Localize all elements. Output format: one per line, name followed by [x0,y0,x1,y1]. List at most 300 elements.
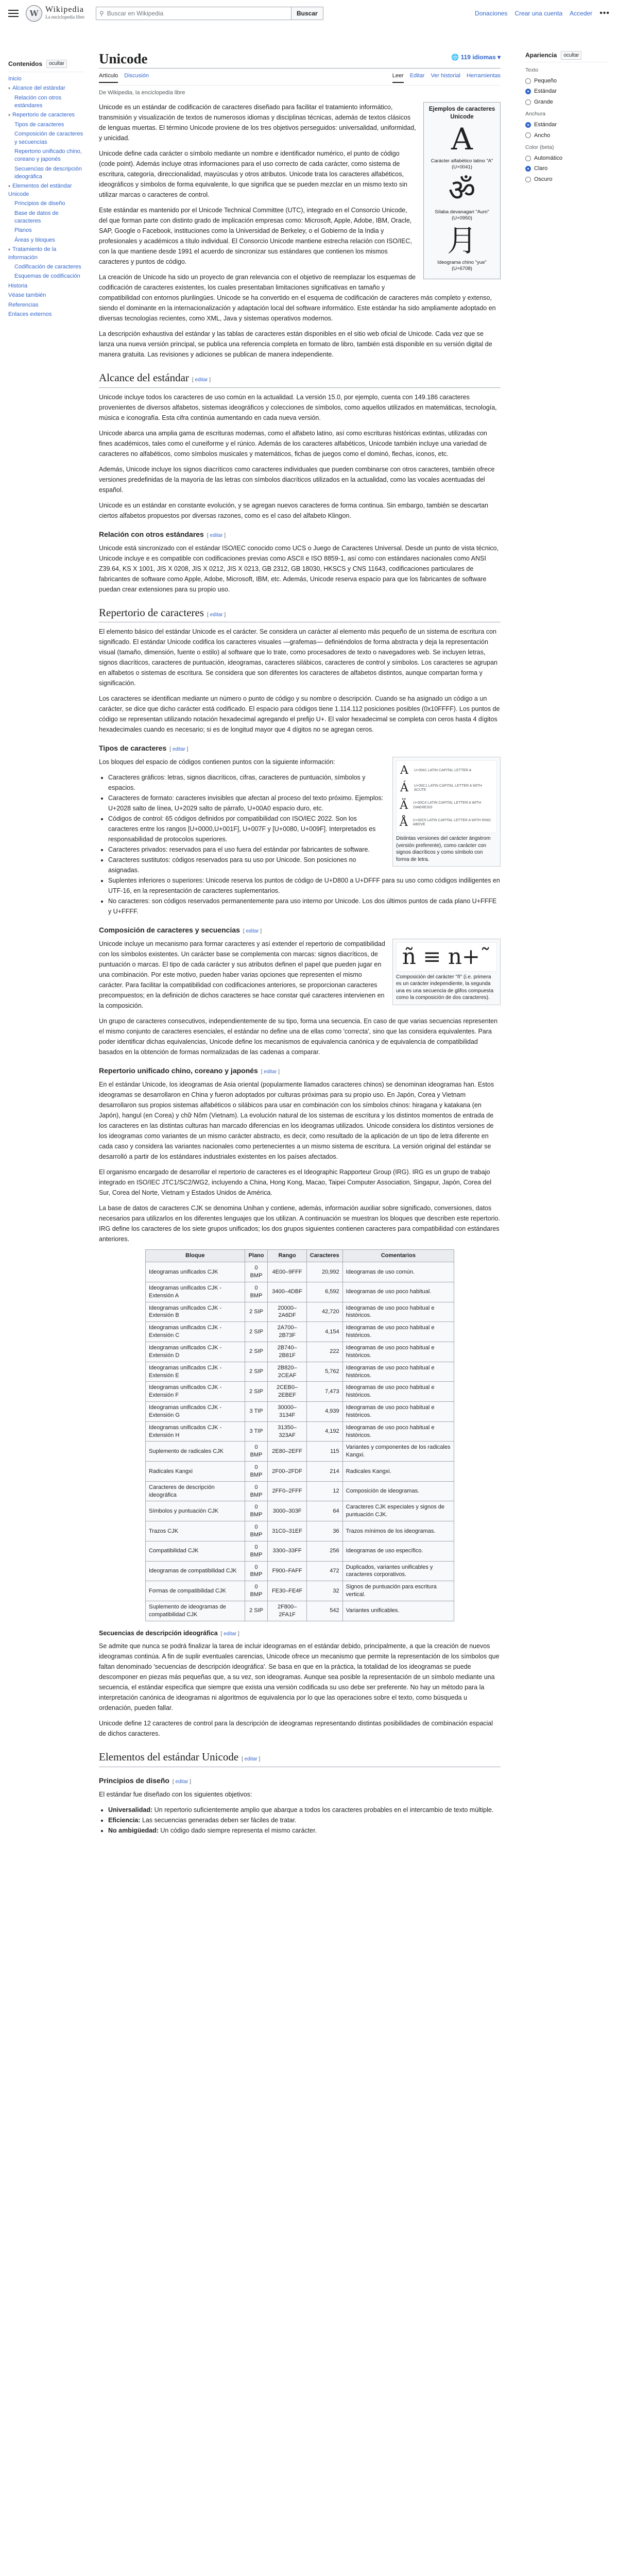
more-menu-icon[interactable]: ••• [599,9,610,18]
table-cell: 4,939 [306,1402,342,1422]
table-cell: 0 BMP [245,1521,268,1541]
toc-item[interactable] [8,210,84,226]
table-cell: 0 BMP [245,1282,268,1302]
edit-label: editar [195,377,208,383]
table-header: Comentarios [342,1250,454,1262]
paragraph: El estándar fue diseñado con los siguientes objetivos: [99,1790,252,1798]
list-item-term: Eficiencia: [108,1816,141,1824]
table-cell: FE30–FE4F [268,1581,306,1601]
figure-glyph: Ä [400,799,408,812]
wordmark: Wikipedia [45,5,84,14]
toc-item-label: Composición de caracteres y secuencias [14,131,83,145]
table-row [146,1302,454,1322]
table-row [146,1501,454,1521]
appearance-option-label: Estándar [534,122,557,128]
list-item: • No caracteres: son códigos reservados permanentemente para uso interno por Unicode. Los dos últimos puntos de cada plano U+FFFE y U+FFFF. [108,896,501,917]
table-row [146,1462,454,1482]
table-cell: 2 SIP [245,1302,268,1322]
page-tabs [99,72,501,86]
table-cell: 6,592 [306,1282,342,1302]
section-heading-relacion [99,529,501,540]
list-item-term: Universalidad: [108,1806,153,1814]
paragraph: Unicode es un estándar de codificación de caracteres diseñado para facilitar el tratamiento informático, transmisión y visualización de textos de numerosos idiomas y disciplinas técnicas, además de textos clásicos de lenguas muertas. El término Unicode proviene de los tres objetivos perseguidos: universalidad, uniformidad, y unicidad. [99,104,416,142]
table-cell: 12 [306,1481,342,1501]
toc-item-label: Áreas y bloques [14,236,55,243]
table-cell: Suplemento de radicales CJK [146,1442,245,1462]
table-cell: Caracteres CJK especiales y signos de puntuación CJK. [342,1501,454,1521]
list-item [108,1805,501,1815]
site-header [0,0,618,27]
table-cell: Ideogramas unificados CJK - Extensión C [146,1322,245,1342]
table-of-contents [8,60,84,320]
edit-section-link[interactable]: [ editar ] [220,1631,239,1637]
figure-label: U+00C4 LATIN CAPITAL LETTER A WITH DIAERESIS [413,801,482,809]
table-row [146,1262,454,1282]
table-cell: 214 [306,1462,342,1482]
toc-item-label: Codificación de caracteres [14,264,81,270]
edit-section-link[interactable]: [ editar ] [243,928,262,935]
table-row [146,1581,454,1601]
search-button[interactable]: Buscar [291,7,323,20]
search-input[interactable] [96,7,291,20]
paragraph: La creación de Unicode ha sido un proyecto de gran relevancia con el objetivo de reemplazar los esquemas de codificación de caracteres existentes, los cuales presentaban limitaciones significativas en tamaño y compatibilidad con entornos plurilingües. Unicode se ha convertido en el esquema de codificación de caracteres más completo y extenso, siendo el dominante en la internacionalización y adaptación local del software informático. Este estándar ha sido ampliamente adoptado en diversas tecnologías recientes, como XML, Java y sistemas operativos modernos. [99,274,496,323]
table-cell: Ideogramas unificados CJK - Extensión B [146,1302,245,1322]
figure-label: U+00C5 LATIN CAPITAL LETTER A WITH RING ABOVE [413,818,491,827]
table-cell: Signos de puntuación para escritura vertical. [342,1581,454,1601]
table-row [146,1601,454,1621]
infobox-heading: Ejemplos de caracteres Unicode [428,106,495,121]
appearance-option-label: Grande [534,98,553,105]
login-link[interactable]: Acceder [570,10,593,17]
heading-text: Relación con otros estándares [99,530,204,538]
table-row [146,1521,454,1541]
table-row [146,1421,454,1442]
paragraph: El elemento básico del estándar Unicode es el carácter. Se considera un carácter al elemento más pequeño de un sistema de escritura con significado. El estándar Unicode codifica los caracteres visuales —grafemas— definiéndolos de forma abstracta y deja la representación visual (tamaño, dimensión, fuente o estilo) al software que lo trate, como procesadores de texto o navegadores web. Se incluyen letras, signos diacríticos, caracteres de puntuación, ideogramas, caracteres silábicos, caracteres de control y símbolos. Los caracteres se agrupan en alfabetos o sistemas de escritura. Se considera que son diferentes los caracteres de alfabetos distintos, aunque compartan forma y significación. [99,628,497,687]
list-item-text: Las secuencias generadas deben ser fáciles de tratar. [142,1816,297,1824]
toc-item-label: Enlaces externos [8,311,52,317]
paragraph: Unicode es un estándar en constante evolución, y se agregan nuevos caracteres de forma continua. Sin embargo, también se descartan ciertos alfabetos propuestos por diversas razones, como es el caso del alfabeto Klingon. [99,501,489,519]
table-cell: 2CEB0–2EBEF [268,1382,306,1402]
paragraph: Este estándar es mantenido por el Unicode Technical Committee (UTC), integrado en el Consorcio Unicode, del que forman parte con distinto grado de implicación empresas como: Microsoft, Apple, Adobe, IBM, Oracle, SAP, Google o Facebook, instituciones como la Universidad de Berkeley, o el Gobierno de la India y profesionales y académicos a título individual. El Consorcio Unicode mantiene estrecha relación con ISO/IEC, con la que mantiene desde 1991 el acuerdo de sincronizar sus estándares que contienen los mismos caracteres y puntos de código. [99,207,412,266]
create-account-link[interactable]: Crear una cuenta [514,10,563,17]
table-cell: Ideogramas de uso poco habitual e históricos. [342,1421,454,1442]
toc-item[interactable] [8,282,84,290]
table-cell: Formas de compatibilidad CJK [146,1581,245,1601]
radio-button[interactable] [525,166,531,172]
figure-image: ñ ≡ n+˜ [396,942,497,972]
toc-item[interactable] [8,84,84,92]
table-cell: 0 BMP [245,1561,268,1581]
radio-button[interactable] [525,156,531,161]
list-item-term: No ambigüedad: [108,1826,159,1834]
table-row [146,1442,454,1462]
table-cell: Ideogramas unificados CJK - Extensión E [146,1362,245,1382]
table-cell: 2 SIP [245,1382,268,1402]
edit-section-link[interactable]: [ editar ] [207,532,226,538]
toc-item-label: Tratamiento de la información [8,246,57,261]
toc-item[interactable] [8,227,84,234]
table-cell: Ideogramas unificados CJK - Extensión D [146,1342,245,1362]
tab-1[interactable]: Discusión [124,73,149,79]
table-header: Rango [268,1250,306,1262]
toc-item[interactable] [8,246,84,262]
appearance-group-label: Texto [525,67,539,73]
figure-image [396,760,497,833]
toc-item[interactable] [8,182,84,198]
toc-item-label: Secuencias de descripción ideográfica [14,165,82,180]
tab-0[interactable]: Artículo [99,72,118,83]
edit-label: editar [246,928,259,935]
table-cell: Ideogramas de uso común. [342,1262,454,1282]
edit-label: editar [172,747,185,753]
paragraph: Unicode define cada carácter o símbolo mediante un nombre e identificador numérico, el punto de código (code point). Además incluye otras informaciones para el uso correcto de cada carácter, como sistema de escritura, categoría, direccionalidad, mayúsculas y otros atributos. Unicode trata los caracteres alfabéticos, ideográficos y símbolos de forma equivalente, lo que significa que se pueden mezclar en un mismo texto sin utilizar marcas o caracteres de control. [99,150,407,199]
appearance-group-label: Anchura [525,111,546,117]
appearance-option[interactable] [525,154,608,163]
paragraph: Unicode define 12 caracteres de control para la descripción de ideogramas representando distintas posibilidades de combinación espacial de dichos caracteres. [99,1720,493,1738]
table-cell: 3300–33FF [268,1541,306,1561]
radio-button[interactable] [525,99,531,105]
toc-item[interactable] [8,301,84,309]
radio-button[interactable] [525,78,531,84]
edit-section-link[interactable]: [ editar ] [169,747,188,753]
table-row [146,1382,454,1402]
section-heading-composicion [99,925,501,936]
toc-item-label: Repertorio de caracteres [12,112,75,118]
logo-letter: W [29,9,39,18]
table-cell: 2B820–2CEAF [268,1362,306,1382]
toc-item[interactable] [8,130,84,146]
search-icon: ⚲ [99,10,104,17]
toc-item[interactable] [8,273,84,280]
figure-label: U+0041 LATIN CAPITAL LETTER A [414,769,472,773]
toc-toggle-icon[interactable]: ▾ [8,86,11,91]
table-cell: 0 BMP [245,1581,268,1601]
toc-title: Contenidos [8,60,42,67]
appearance-option[interactable] [525,131,608,140]
toc-item-label: Base de datos de caracteres [14,210,59,225]
table-cell: Ideogramas de uso poco habitual e históricos. [342,1342,454,1362]
table-cell: Ideogramas unificados CJK [146,1262,245,1282]
table-cell: 256 [306,1541,342,1561]
table-cell: Radicales Kangxi [146,1462,245,1482]
infobox-caption: Carácter alfabético latino "A" (U+0041) [431,158,493,171]
toc-item[interactable] [8,148,84,164]
table-cell: 20000–2A6DF [268,1302,306,1322]
view-tab-2[interactable]: Ver historial [431,73,460,79]
table-cell: 4,192 [306,1421,342,1442]
toc-item[interactable] [8,94,84,110]
table-cell: Ideogramas de uso específico. [342,1541,454,1561]
language-button[interactable]: 🌐 119 idiomas ▾ [451,54,501,61]
table-cell: Variantes unificables. [342,1601,454,1621]
figure-glyph: Á [400,782,408,795]
paragraph: Un grupo de caracteres consecutivos, independientemente de su tipo, forma una secuencia. En caso de que varias secuencias representen el mismo conjunto de caracteres esenciales, el estándar no define una de ellas como 'correcta', sino que las considera equivalentes. Para poder identificar dichas equivalencias, Unicode define los mecanismos de equivalencia canónica y de equivalencia de compatibilidad basados en la obtención de formas normalizadas de las cadenas a comparar. [99,1018,498,1056]
table-cell: 2A700–2B73F [268,1322,306,1342]
table-cell: Caracteres de descripción ideográfica [146,1481,245,1501]
figure-glyph: Å [399,816,408,829]
toc-item[interactable] [8,111,84,119]
table-cell: 64 [306,1501,342,1521]
table-cell: 2E80–2EFF [268,1442,306,1462]
table-cell: 0 BMP [245,1481,268,1501]
radio-button[interactable] [525,122,531,128]
globe-icon [26,5,42,22]
list-item-text: Un código dado siempre representa el mismo carácter. [160,1826,317,1834]
appearance-option-label: Ancho [534,132,551,139]
appearance-option-label: Oscuro [534,176,553,182]
table-cell: Ideogramas de uso poco habitual e históricos. [342,1382,454,1402]
table-row [146,1561,454,1581]
table-row [146,1342,454,1362]
table-cell: 36 [306,1521,342,1541]
table-cell: 20,992 [306,1262,342,1282]
view-tab-3[interactable]: Herramientas [466,73,501,79]
table-cell: 5,762 [306,1362,342,1382]
table-cell: Ideogramas de uso poco habitual e históricos. [342,1402,454,1422]
radio-button[interactable] [525,89,531,94]
paragraph: Unicode incluye un mecanismo para formar caracteres y así extender el repertorio de compatibilidad con los símbolos existentes. Un carácter base se complementa con marcas: signos diacríticos, de puntuación o marcas. El tipo de cada carácter y sus atributos definen el papel que pueden jugar en una combinación. Por este motivo, pueden haber varias opciones que representen el mismo carácter. Para facilitar la compatibilidad con codificaciones anteriores, se proporcionan caracteres precompuestos; en la definición de dichos caracteres se hace constar qué caracteres intervienen en la composición. [99,940,385,1010]
language-count: 119 idiomas [460,54,496,61]
paragraph: Unicode está sincronizado con el estándar ISO/IEC conocido como UCS o Juego de Caracteres Universal. Desde un punto de vista técnico, Unicode incluye e es compatible con codificaciones previas como ASCII e ISO 8859-1, así como con estándares nacionales como ANSI Z39.64, KS X 1001, JIS X 0208, JIS X 0212, JIS X 0213, GB 2312, GB 18030, HKSCS y CNS 11643, codificaciones particulares de fabricantes de software como Apple, Adobe, Microsoft, IBM, etc. Además, Unicode reserva espacio para que los fabricantes de software puedan crear extensiones para su propio uso. [99,544,499,593]
table-row [146,1402,454,1422]
table-cell: 4,154 [306,1322,342,1342]
paragraph: Además, Unicode incluye los signos diacríticos como caracteres individuales que pueden combinarse con otros caracteres, también ofrece versiones predefinidas de la mayoría de las letras con símbolos diacríticos utilizados en la actualidad, como las vocales acentuadas del español. [99,465,495,494]
article [99,50,501,1841]
table-cell: 2F00–2FDF [268,1462,306,1482]
toc-item-label: Elementos del estándar Unicode [8,183,72,197]
table-row [146,1362,454,1382]
toc-item-label: Inicio [8,75,22,82]
appearance-option[interactable] [525,175,608,184]
section-heading-elementos [99,1749,501,1767]
figure-caption: Distintas versiones del carácter ángstrom (versión preferente), como carácter con signos diacríticos y como símbolo con forma de letra. [396,836,491,862]
table-cell: 472 [306,1561,342,1581]
paragraph: Unicode abarca una amplia gama de escrituras modernas, como el alfabeto latino, así como escrituras históricas extintas, utilizadas con fines académicos, tales como el cuneiforme y el rúnico. Además de los caracteres alfabéticos, Unicode también incluye una variedad de caracteres no alfabéticos, como símbolos musicales y matemáticos, fichas de juegos como el dominó, flechas, iconos, etc. [99,429,487,457]
toc-hide-button[interactable]: ocultar [46,60,67,68]
table-row [146,1282,454,1302]
cjk-blocks-table [145,1249,454,1621]
table-row [146,1481,454,1501]
table-cell: Ideogramas unificados CJK - Extensión A [146,1282,245,1302]
edit-section-link[interactable]: [ editar ] [172,1778,192,1785]
table-cell: 2 SIP [245,1362,268,1382]
toc-toggle-icon[interactable]: ▾ [8,113,11,118]
appearance-option[interactable] [525,164,608,173]
table-cell: Ideogramas de uso poco habitual e históricos. [342,1302,454,1322]
edit-label: editar [210,532,223,538]
toc-item-label: Relación con otros estándares [14,94,62,109]
toc-item[interactable] [8,292,84,299]
table-cell: 32 [306,1581,342,1601]
appearance-option-label: Pequeño [534,77,557,84]
radio-button[interactable] [525,132,531,138]
edit-section-link[interactable]: [ editar ] [207,612,226,618]
table-cell: 31350–323AF [268,1421,306,1442]
paragraph: Los bloques del espacio de códigos contienen puntos con la siguiente información: [99,758,335,766]
table-cell: 3 TIP [245,1421,268,1442]
heading-text: Composición de caracteres y secuencias [99,926,240,935]
table-cell: 3 TIP [245,1402,268,1422]
toc-item[interactable] [8,200,84,208]
table-cell: Duplicados, variantes unificables y caracteres corporativos. [342,1561,454,1581]
toc-item-label: Historia [8,282,28,289]
table-cell: 7,473 [306,1382,342,1402]
table-cell: Ideogramas de uso poco habitual e históricos. [342,1322,454,1342]
search-form [96,7,323,20]
paragraph: En el estándar Unicode, los ideogramas de Asia oriental (popularmente llamados caracteres chinos) se denominan ideogramas han. Estos ideogramas se desarrollaron en China y fueron adoptados por culturas próximas para su propio uso. En Japón, Corea y Vietnam desarrollaron sus propios sistemas alfabéticos o silábicos para usar en combinación con los símbolos chinos: hiragana y katakana (en Japón), hangul (en Corea) y chữ Nôm (Vietnam). La evolución natural de los sistemas de escritura y los distintos momentos de entrada de los caracteres en las distintas culturas han marcado diferencias en los ideogramas utilizados. Unicode considera los distintos versiones de los ideogramas como variantes de un mismo carácter abstracto, es decir, como resultado de la aplicación de un tipo de letra diferente en cada caso y considera las variantes nacionales como pertenecientes a un mismo sistema de escritura. La versión original del estándar se desarrolló a partir de los estándares industriales existentes en los países afectados. [99,1081,494,1161]
appearance-group-label: Color (beta) [525,144,554,150]
table-cell: 30000–3134F [268,1402,306,1422]
toc-item[interactable] [8,121,84,129]
section-heading-alcance [99,370,501,388]
figure-row [399,763,494,778]
toc-item[interactable] [8,75,84,83]
appearance-option[interactable] [525,87,608,96]
appearance-option[interactable] [525,121,608,129]
infobox-caption: Sílaba devanagari "Aum" (U+0950) [435,209,489,221]
heading-text: Tipos de caracteres [99,744,167,753]
table-cell: 2 SIP [245,1342,268,1362]
main-menu-icon[interactable] [8,10,19,17]
table-cell: Ideogramas unificados CJK - Extensión H [146,1421,245,1442]
table-cell: Trazos CJK [146,1521,245,1541]
table-row [146,1541,454,1561]
table-cell: Composición de ideogramas. [342,1481,454,1501]
appearance-option-label: Estándar [534,88,557,95]
table-cell: Ideogramas de uso poco habitual. [342,1282,454,1302]
toc-item-label: Esquemas de codificación [14,273,80,280]
paragraph: Los caracteres se identifican mediante un número o punto de código y su nombre o descripción. Cuando se ha asignado un código a un carácter, se dice que dicho carácter está codificado. El espacio para códigos tiene 1.114.112 posiciones posibles (0x10FFFF). Los puntos de código se representan utilizando notación hexadecimal agregando el prefijo U+. El valor hexadecimal se completa con ceros hasta 4 dígitos hexadecimales cuando es necesario; si es de longitud mayor que 4 dígitos no se agregan ceros. [99,695,500,734]
infobox-glyph: 月 [447,223,477,259]
figure-label: U+00C1 LATIN CAPITAL LETTER A WITH ACUTE [414,784,482,792]
table-cell: 2FF0–2FFF [268,1481,306,1501]
wikipedia-logo[interactable] [26,5,84,22]
table-cell: 222 [306,1342,342,1362]
figure-glyph: A [400,764,408,777]
figure-row [399,798,494,814]
heading-text: Repertorio de caracteres [99,606,204,619]
section-heading-principios [99,1775,501,1786]
figure-caption: Composición del carácter "ñ" (i.e. primera es un carácter independiente, la segunda una es una secuencia de glifos compuesta como la composición de dos caracteres). [396,974,494,1001]
paragraph: La base de datos de caracteres CJK se denomina Unihan y contiene, además, información auxiliar sobre significado, conversiones, datos necesarios para utilizarlos en los diferentes lenguajes que los utilizan. A continuación se muestran los bloques que describen este repertorio. IRG define los caracteres de los siete grupos unificados; los dos grupos siguientes contienen caracteres para compatibilidad con estándares anteriores. [99,1205,500,1243]
list-item: • Caracteres de formato: caracteres invisibles que afectan al proceso del texto próximo. Ejemplos: U+2028 salto de línea, U+2029 salto de párrafo, U+00A0 espacio duro, etc. [108,793,501,814]
composition-figure [392,939,501,1005]
page-title-text: Unicode [99,51,148,66]
list-item: • Caracteres sustitutos: códigos reservados para su uso por Unicode. Son posiciones no asignadas. [108,855,501,875]
donate-link[interactable]: Donaciones [475,10,508,17]
toc-toggle-icon[interactable]: ▾ [8,184,11,189]
edit-label: editar [244,1756,258,1762]
angstrom-figure [392,757,501,867]
table-cell: 3000–303F [268,1501,306,1521]
table-cell: 2B740–2B81F [268,1342,306,1362]
view-tab-1[interactable]: Editar [409,73,425,79]
infobox-glyph: A [451,122,473,157]
table-cell: 2 SIP [245,1322,268,1342]
edit-label: editar [224,1631,237,1637]
section-heading-repertorio [99,605,501,623]
toc-item[interactable] [8,263,84,271]
table-header: Caracteres [306,1250,342,1262]
appearance-option-label: Claro [534,165,548,172]
infobox-caption: Ideograma chino "yue" (U+6708) [437,260,487,272]
table-cell: 0 BMP [245,1501,268,1521]
section-heading-cjk [99,1065,501,1076]
heading-text: Elementos del estándar Unicode [99,1751,239,1764]
paragraph: El organismo encargado de desarrollar el repertorio de caracteres es el Ideographic Rapporteur Group (IRG). IRG es un grupo de trabajo integrado en ISO/IEC JTC1/SC2/WG2, incluyendo a China, Hong Kong, Macao, Taipei Computer Association, Singapur, Japón, Corea del Sur, Corea del Norte, Vietnam y Estados Unidos de América. [99,1168,491,1197]
toc-item-label: Referencias [8,301,39,308]
table-cell: Variantes y componentes de los radicales Kangxi. [342,1442,454,1462]
list-item [108,1825,501,1836]
infobox-glyph: ॐ [448,172,476,208]
heading-text: Alcance del estándar [99,371,189,384]
table-cell: 2 SIP [245,1601,268,1621]
table-cell: 42,720 [306,1302,342,1322]
list-item: • Códigos de control: 65 códigos definidos por compatibilidad con ISO/IEC 2022. Son los caracteres entre los rangos [U+0000,U+001F], U+007F y [U+0080, U+009F]. Interpretados es responsabilidad de protocolos superiores. [108,814,501,844]
paragraph: Se admite que nunca se podrá finalizar la tarea de incluir ideogramas en el estándar debido, principalmente, a que la creación de nuevos ideogramas continúa. A fin de suplir eventuales carencias, Unicode ofrece un mecanismo que permite la representación de los símbolos que faltan denominado 'secuencias de descripción ideográfica'. Se basa en que en la práctica, la totalidad de los ideogramas se puede descomponer en piezas más pequeñas que, a su vez, son ideogramas. Aunque sea posible la representación de un símbolo mediante una secuencia, el estándar especifica que siempre que exista una versión codificada su uso debe ser preferente. No hay un método para la interpretación canónica de ideogramas ni algoritmos de equivalencia por lo que las operaciones sobre el texto, como búsqueda u ordenación, pueden fallar. [99,1642,500,1712]
toc-item[interactable] [8,165,84,181]
table-cell: Trazos mínimos de los ideogramas. [342,1521,454,1541]
appearance-title: Apariencia [525,52,557,59]
table-cell: 4E00–9FFF [268,1262,306,1282]
table-cell: 0 BMP [245,1462,268,1482]
edit-section-link[interactable]: [ editar ] [242,1756,261,1762]
toc-item[interactable] [8,311,84,318]
heading-text: Principios de diseño [99,1776,169,1785]
table-cell: 3400–4DBF [268,1282,306,1302]
list-item: • Caracteres gráficos: letras, signos diacríticos, cifras, caracteres de puntuación, símbolos y espacios. [108,772,501,793]
paragraph: Unicode incluye todos los caracteres de uso común en la actualidad. La versión 15.0, por ejemplo, cuenta con 149.186 caracteres provenientes de diversos alfabetos, sistemas ideográficos y colecciones de símbolos, como aquellos utilizados en matemáticas, tecnología, música e iconografía. Esta cifra continúa aumentando en cada nueva versión. [99,393,497,421]
table-cell: F900–FAFF [268,1561,306,1581]
toc-item-label: Principios de diseño [14,200,65,207]
list-item-text: Un repertorio suficientemente amplio que abarque a todos los caracteres probables en el intercambio de texto múltiple. [154,1806,494,1814]
search-placeholder: Buscar en Wikipedia [107,10,164,17]
table-cell: Suplemento de ideogramas de compatibilidad CJK [146,1601,245,1621]
appearance-panel [525,50,608,185]
appearance-option[interactable] [525,98,608,107]
table-row [146,1322,454,1342]
toc-item-label: Tipos de caracteres [14,121,64,128]
table-cell: 0 BMP [245,1262,268,1282]
section-heading-tipos [99,743,501,754]
appearance-option[interactable] [525,77,608,86]
table-cell: 31C0–31EF [268,1521,306,1541]
appearance-hide-button[interactable]: ocultar [561,51,581,60]
table-cell: Símbolos y puntuación CJK [146,1501,245,1521]
toc-toggle-icon[interactable]: ▾ [8,247,11,252]
site-sub: De Wikipedia, la enciclopedia libre [99,89,185,96]
table-cell: 0 BMP [245,1442,268,1462]
list-item: • Suplentes inferiores o superiores: Unicode reserva los puntos de código de U+D800 a U+DFFF para su uso como códigos indiligentes en UTF-16, en la representación de caracteres suplementarios. [108,875,501,896]
edit-section-link[interactable]: [ editar ] [261,1069,280,1075]
edit-section-link[interactable]: [ editar ] [192,377,211,383]
edit-label: editar [210,612,223,618]
radio-button[interactable] [525,177,531,182]
table-cell: Ideogramas de compatibilidad CJK [146,1561,245,1581]
table-cell: Radicales Kangxi. [342,1462,454,1482]
toc-item-label: Alcance del estándar [12,85,65,92]
toc-item[interactable] [8,236,84,244]
tagline: La enciclopedia libre [45,14,84,20]
heading-text: Repertorio unificado chino, coreano y japonés [99,1066,258,1075]
toc-item-label: Repertorio unificado chino, coreano y japonés [14,148,82,163]
table-cell: 115 [306,1442,342,1462]
table-cell: 2F800–2FA1F [268,1601,306,1621]
heading-text: Secuencias de descripción ideográfica [99,1629,218,1637]
view-tab-0[interactable]: Leer [392,72,404,83]
list-item: • Caracteres privados: reservados para el uso fuera del estándar por fabricantes de software. [108,844,501,855]
table-cell: Ideogramas unificados CJK - Extensión G [146,1402,245,1422]
